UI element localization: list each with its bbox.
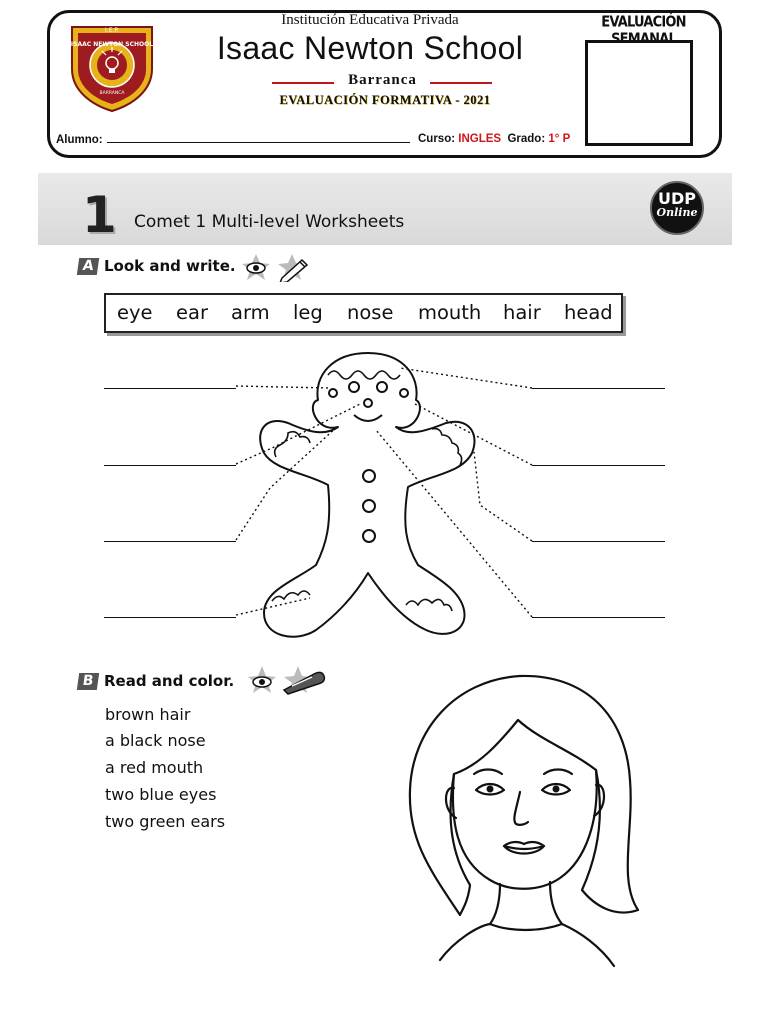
school-name: Isaac Newton School (216, 30, 524, 66)
girl-face-illustration (400, 670, 645, 970)
connector-left-2 (236, 404, 360, 464)
connector-right-3 (474, 452, 532, 541)
word-bank-item: eye (117, 301, 153, 324)
unit-number: 1 (82, 186, 117, 244)
section-a-title: Look and write. (104, 257, 236, 275)
crest-bottom-text: BARRANCA (99, 91, 125, 96)
shoulders (440, 924, 614, 966)
section-b-title: Read and color. (104, 672, 235, 690)
worksheet-title: Comet 1 Multi-level Worksheets (134, 212, 405, 232)
evaluation-title: EVALUACIÓN FORMATIVA - 2021 (279, 93, 491, 107)
course-value: INGLES (458, 133, 502, 145)
left-eyebrow (474, 770, 502, 775)
eye-icon (253, 677, 271, 687)
logo-bottom-text: Online (656, 206, 698, 219)
weekly-evaluation-title: EVALUACIÓN (601, 13, 686, 31)
grade-label: Grado: (507, 133, 546, 145)
color-instruction: a red mouth (105, 758, 204, 777)
school-city: Barranca (348, 72, 417, 88)
crest-top-text: I.E.P. (105, 27, 119, 34)
mouth (504, 842, 544, 854)
course-label: Curso: (418, 133, 456, 145)
word-bank-item: nose (347, 301, 394, 324)
crest-ring-text: ISAAC NEWTON SCHOOL (70, 41, 154, 48)
connector-left-3 (236, 426, 338, 540)
connector-left-1 (236, 386, 330, 388)
section-b-letter: B (77, 673, 99, 690)
connector-right-2 (415, 404, 532, 465)
color-instruction: a black nose (105, 731, 206, 750)
logo-top-text: UDP (658, 189, 696, 208)
face-outline (453, 770, 597, 889)
word-bank-item: arm (231, 301, 270, 324)
connector-right-1 (400, 368, 532, 388)
left-pupil (487, 786, 494, 793)
nose (514, 792, 528, 825)
word-bank-item: mouth (418, 301, 482, 324)
right-pupil (553, 786, 560, 793)
grade-value: 1° P (548, 133, 571, 145)
section-a-letter: A (77, 258, 99, 275)
word-bank-item: hair (503, 301, 541, 324)
color-instruction: two green ears (105, 812, 226, 831)
connector-right-4 (376, 430, 532, 617)
section-b-icons (246, 664, 328, 696)
color-instruction: two blue eyes (105, 785, 217, 804)
word-bank-item: leg (293, 301, 323, 324)
word-bank-item: head (564, 301, 613, 324)
student-label: Alumno: (56, 134, 103, 146)
word-bank-item: ear (176, 301, 208, 324)
institution-type: Institución Educativa Privada (281, 12, 459, 28)
color-instruction: brown hair (105, 705, 191, 724)
right-eyebrow (544, 770, 572, 775)
connector-left-4 (236, 598, 310, 615)
